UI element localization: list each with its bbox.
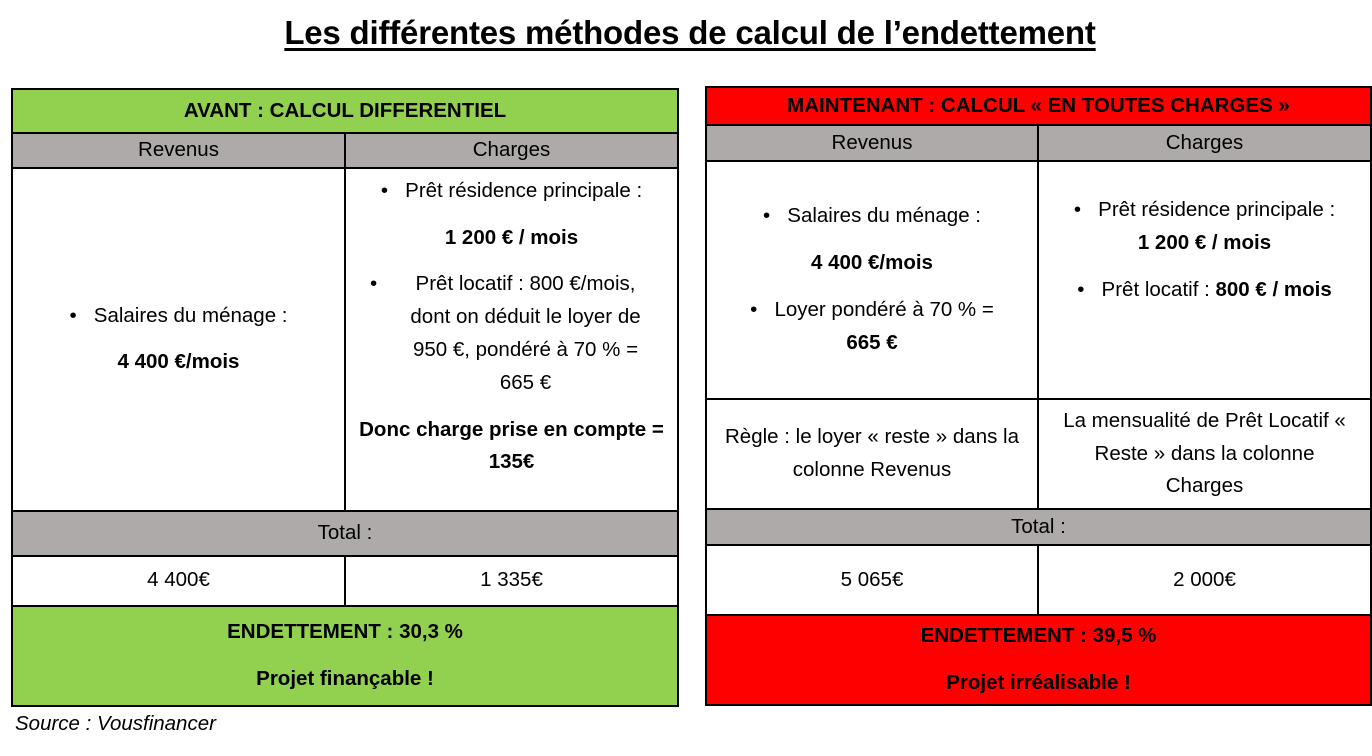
right-total-charges: 2 000€ [1038, 545, 1371, 615]
bullet-icon: • [370, 272, 378, 296]
left-endettement: ENDETTEMENT : 30,3 % [227, 620, 463, 643]
left-footer [12, 606, 678, 706]
left-col-charges: Charges [345, 133, 678, 168]
source-caption: Source : Vousfinancer [15, 712, 216, 735]
right-charges-item1: • Prêt résidence principale : [1073, 198, 1336, 221]
right-revenus-item2: • Loyer pondéré à 70 % = [750, 298, 994, 321]
right-revenus-item1: • Salaires du ménage : [762, 204, 981, 228]
right-col-revenus: Revenus [706, 125, 1038, 161]
bullet-icon: • [380, 178, 389, 202]
left-col-revenus: Revenus [12, 133, 345, 168]
right-revenus-cell [706, 161, 1038, 399]
right-footer [706, 615, 1371, 705]
left-total-revenus: 4 400€ [12, 556, 345, 606]
left-charges-conclusion: Donc charge prise en compte = 135€ [359, 417, 664, 474]
right-charges-item2: • Prêt locatif : 800 € / mois [1077, 277, 1332, 301]
bullet-icon: • [1073, 198, 1082, 221]
right-rule-revenus: Règle : le loyer « reste » dans la colonne Revenus [706, 399, 1038, 509]
right-revenus-item1-value: 4 400 €/mois [811, 251, 933, 275]
right-header: MAINTENANT : CALCUL « EN TOUTES CHARGES » [706, 87, 1371, 125]
left-panel-differential [11, 88, 679, 707]
left-total-label: Total : [12, 511, 678, 556]
right-verdict: Projet irréalisable ! [946, 671, 1131, 694]
bullet-icon: • [1077, 277, 1085, 301]
bullet-icon: • [750, 298, 758, 321]
left-charges-item1-value: 1 200 € / mois [444, 225, 579, 249]
left-revenus-value: 4 400 €/mois [117, 350, 240, 374]
left-header: AVANT : CALCUL DIFFERENTIEL [12, 89, 678, 133]
left-verdict: Projet finançable ! [256, 666, 434, 690]
right-panel-all-charges [705, 86, 1372, 706]
left-charges-item1: • Prêt résidence principale : [380, 178, 643, 202]
left-revenus-salaire: • Salaires du ménage : [69, 303, 288, 327]
bullet-icon: • [762, 204, 771, 228]
left-total-charges: 1 335€ [345, 556, 678, 606]
right-total-label: Total : [706, 509, 1371, 545]
left-charges-cell [345, 168, 678, 511]
right-endettement: ENDETTEMENT : 39,5 % [920, 624, 1157, 648]
right-rule-charges: La mensualité de Prêt Locatif « Reste » dans la colonne Charges [1038, 399, 1371, 509]
right-total-revenus: 5 065€ [706, 545, 1038, 615]
right-charges-item1-value: 1 200 € / mois [1137, 230, 1272, 254]
bullet-icon: • [69, 303, 77, 327]
right-charges-cell [1038, 161, 1371, 399]
page-title: Les différentes méthodes de calcul de l’endettement [284, 14, 1096, 51]
right-col-charges: Charges [1038, 125, 1371, 161]
right-revenus-item2-value: 665 € [846, 330, 898, 354]
left-charges-item2: • Prêt locatif : 800 €/mois, dont on déduit le loyer de 950 €, pondéré à 70 % = 665 € [354, 268, 669, 399]
left-revenus-cell [12, 168, 345, 511]
